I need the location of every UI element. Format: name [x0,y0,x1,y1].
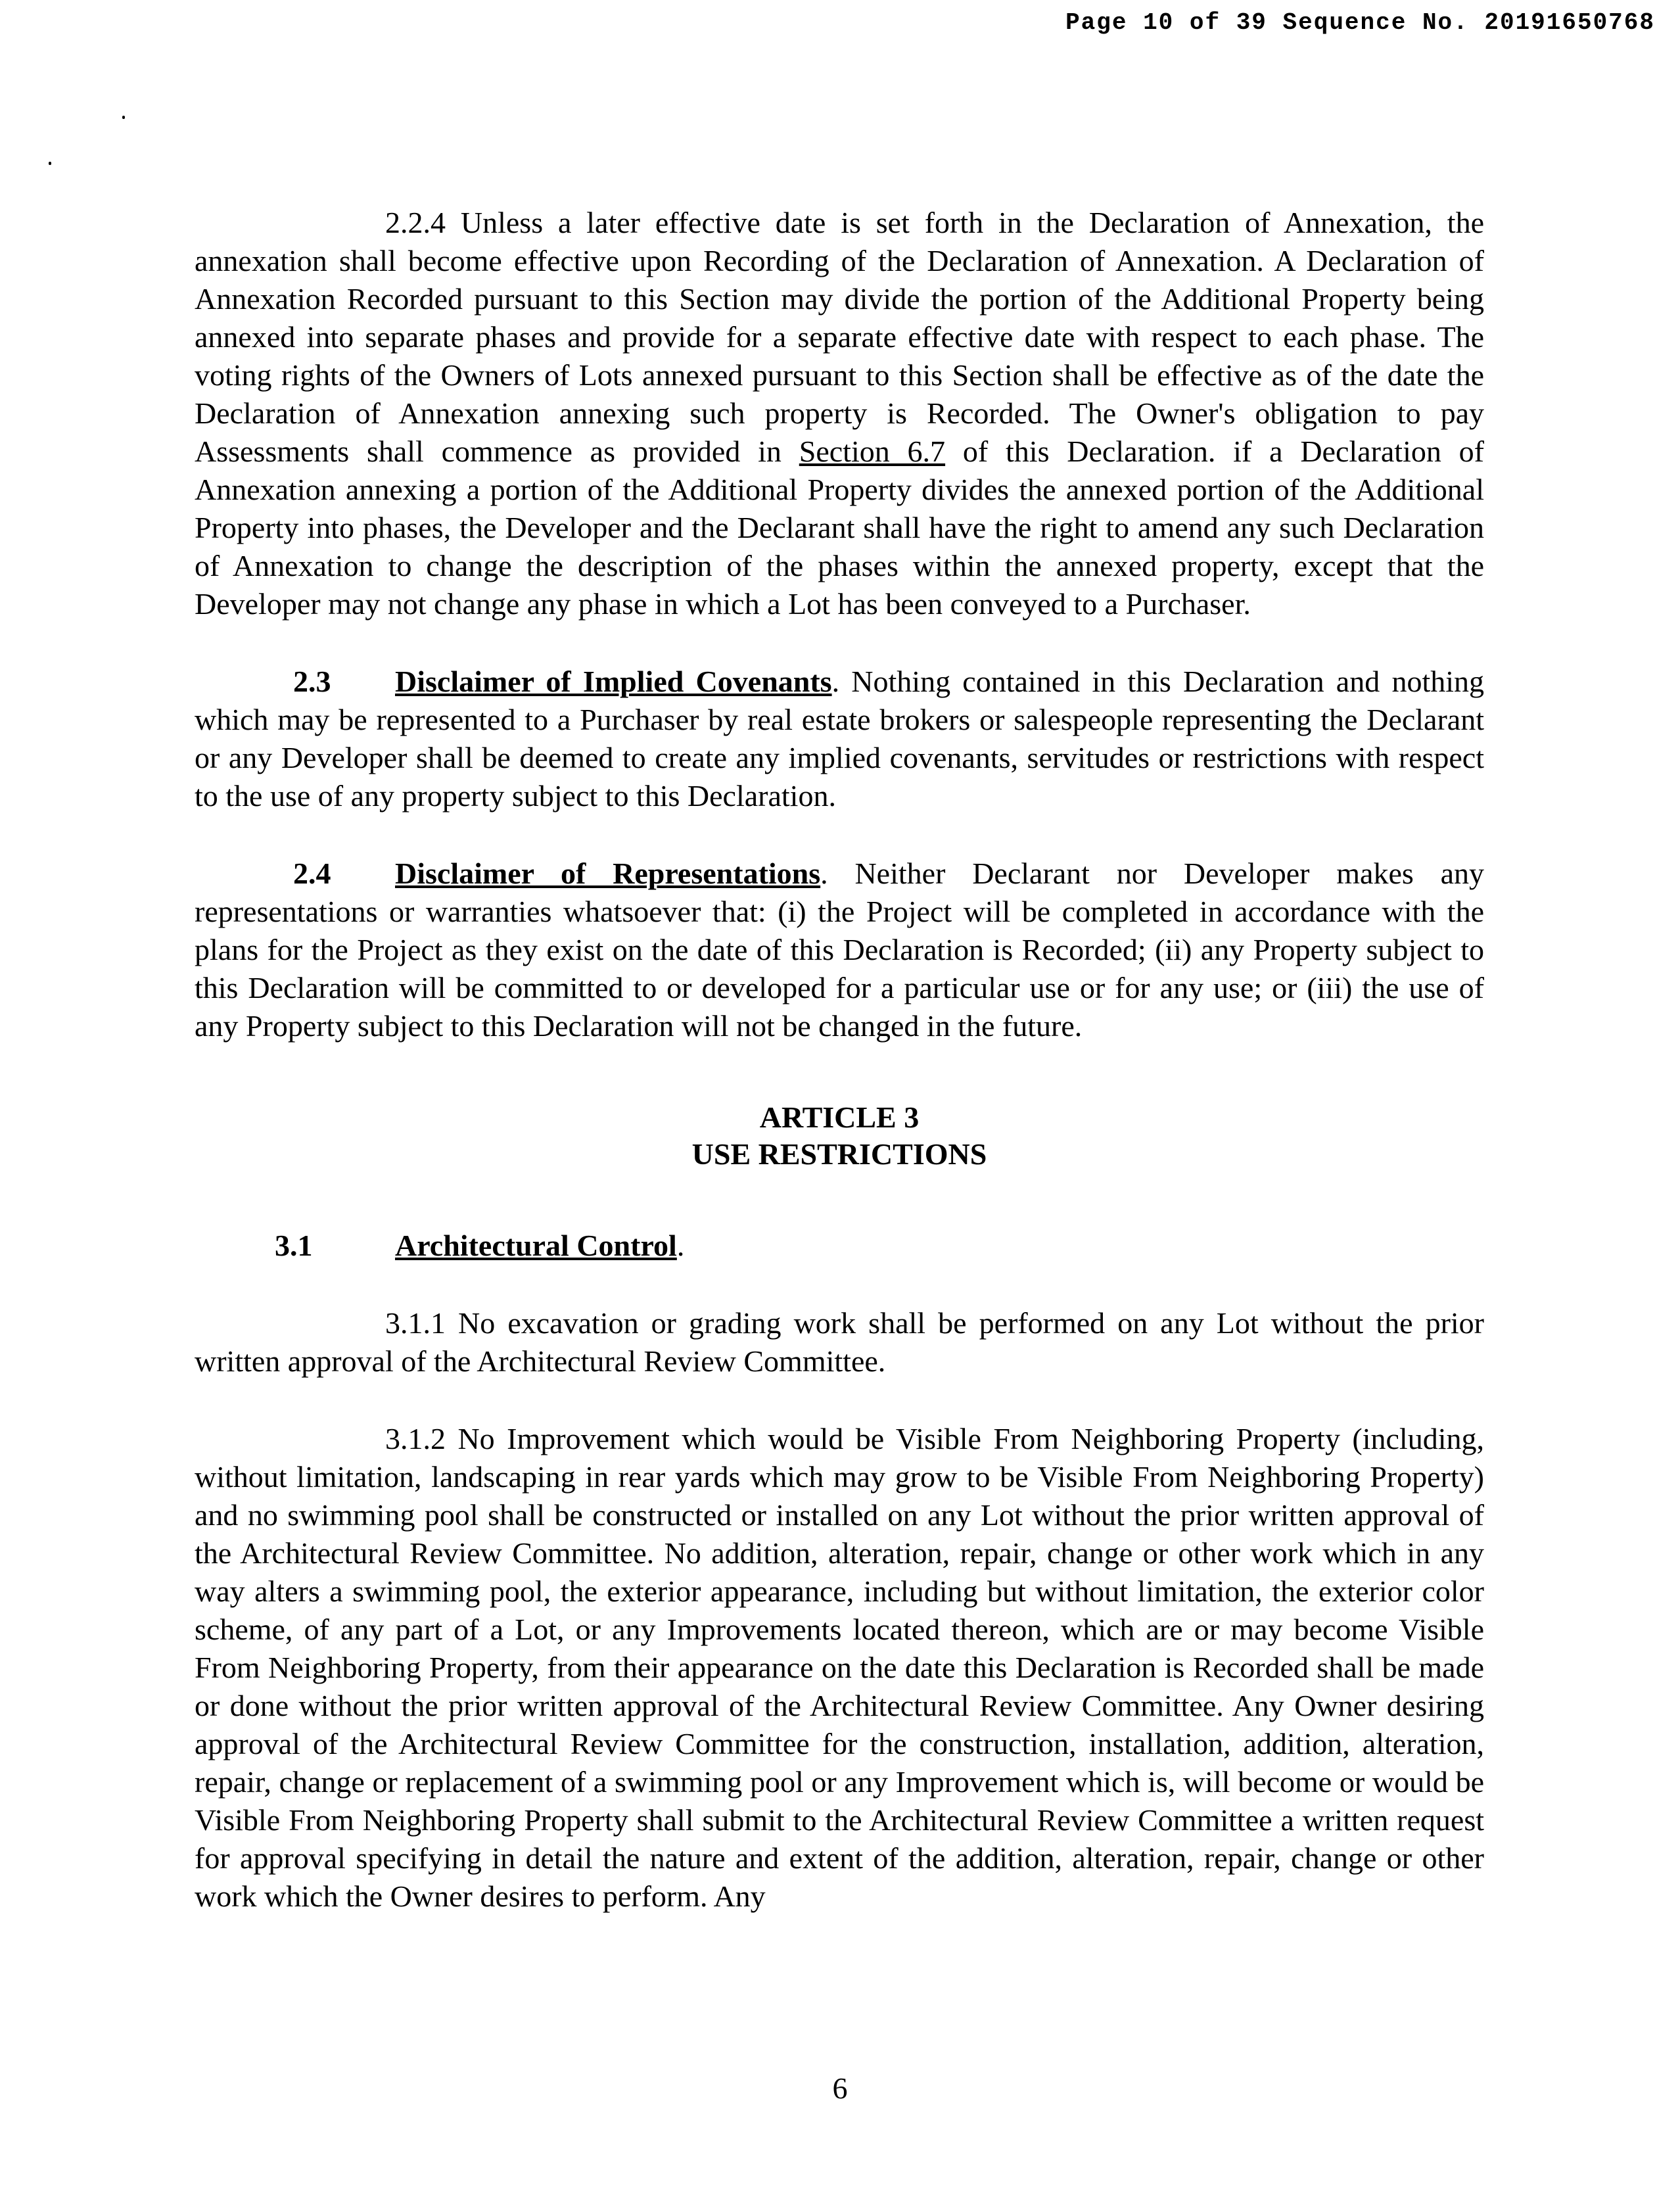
paragraph-2-4-body: . Neither Declarant nor Developer makes any representations or warranties whatsoever that: (i) the Project will be completed in accordance with the plans for the Project as they exist on the date of this Declaration is Recorded; (ii) any Property subject to this Declaration will be committed to or developed for a particular use or for any use; or (iii) the use of any Property subject to this Declaration will not be changed in the future. [195,857,1484,1043]
section-title-2-3: Disclaimer of Implied Covenants [395,665,832,698]
scan-speck [122,116,125,119]
paragraph-2-3 [195,663,1484,815]
paragraph-3-1-1: 3.1.1 No excavation or grading work shall be performed on any Lot without the prior written approval of the Architectural Review Committee. [195,1306,1484,1378]
page-number: 6 [832,2071,848,2105]
paragraph-2-2-4-text-b: of this Declaration. if a Declaration of Annexation annexing a portion of the Additional Property divides the annexed portion of the Additional Property into phases, the Developer and the Declarant shall have the right to amend any such Declaration of Annexation to change the description of the phases within the annexed property, except that the Developer may not change any phase in which a Lot has been conveyed to a Purchaser. [195,435,1484,621]
paragraph-2-2-4 [195,204,1484,623]
document-body [195,204,1484,1955]
article-number: ARTICLE 3 [759,1100,920,1134]
paragraph-2-4 [195,855,1484,1045]
section-6-7-reference: Section 6.7 [799,435,946,468]
section-number-3-1: 3.1 [275,1229,313,1262]
section-title-3-1: Architectural Control [395,1229,677,1262]
article-heading [195,1099,1484,1173]
page-sequence-header: Page 10 of 39 Sequence No. 20191650768 [1065,9,1655,36]
section-title-3-1-period: . [676,1229,685,1262]
paragraph-3-1-2: 3.1.2 No Improvement which would be Visible From Neighboring Property (including, without limitation, landscaping in rear yards which may grow to be Visible From Neighboring Property) and no swimming pool shall be constructed or installed on any Lot without the prior written approval of the Architectural Review Committee. No addition, alteration, repair, change or other work which in any way alters a swimming pool, the exterior appearance, including but without limitation, the exterior color scheme, of any part of a Lot, or any Improvements located thereon, which are or may become Visible From Neighboring Property, from their appearance on the date this Declaration is Recorded shall be made or done without the prior written approval of the Architectural Review Committee. Any Owner desiring approval of the Architectural Review Committee for the construction, installation, addition, alteration, repair, change or replacement of a swimming pool or any Improvement which is, will become or would be Visible From Neighboring Property shall submit to the Architectural Review Committee a written request for approval specifying in detail the nature and extent of the addition, alteration, repair, change or other work which the Owner desires to perform. Any [195,1422,1484,1913]
section-number-2-3: 2.3 [293,665,331,698]
article-title: USE RESTRICTIONS [691,1137,987,1171]
section-title-2-4: Disclaimer of Representations [395,857,821,890]
section-number-2-4: 2.4 [293,857,331,890]
scan-speck [49,162,51,165]
paragraph-2-2-4-text-a: 2.2.4 Unless a later effective date is set forth in the Declaration of Annexation, the annexation shall become effective upon Recording of the Declaration of Annexation. A Declaration of Annexation Recorded pursuant to this Section may divide the portion of the Additional Property being annexed into separate phases and provide for a separate effective date with respect to each phase. The voting rights of the Owners of Lots annexed pursuant to this Section shall be effective as of the date the Declaration of Annexation annexing such property is Recorded. The Owner's obligation to pay Assessments shall commence as provided in [195,206,1484,468]
section-heading-3-1 [195,1227,1484,1265]
paragraph-2-3-body: . Nothing contained in this Declaration and nothing which may be represented to a Purchaser by real estate brokers or salespeople representing the Declarant or any Developer shall be deemed to create any implied covenants, servitudes or restrictions with respect to the use of any property subject to this Declaration. [195,665,1485,813]
